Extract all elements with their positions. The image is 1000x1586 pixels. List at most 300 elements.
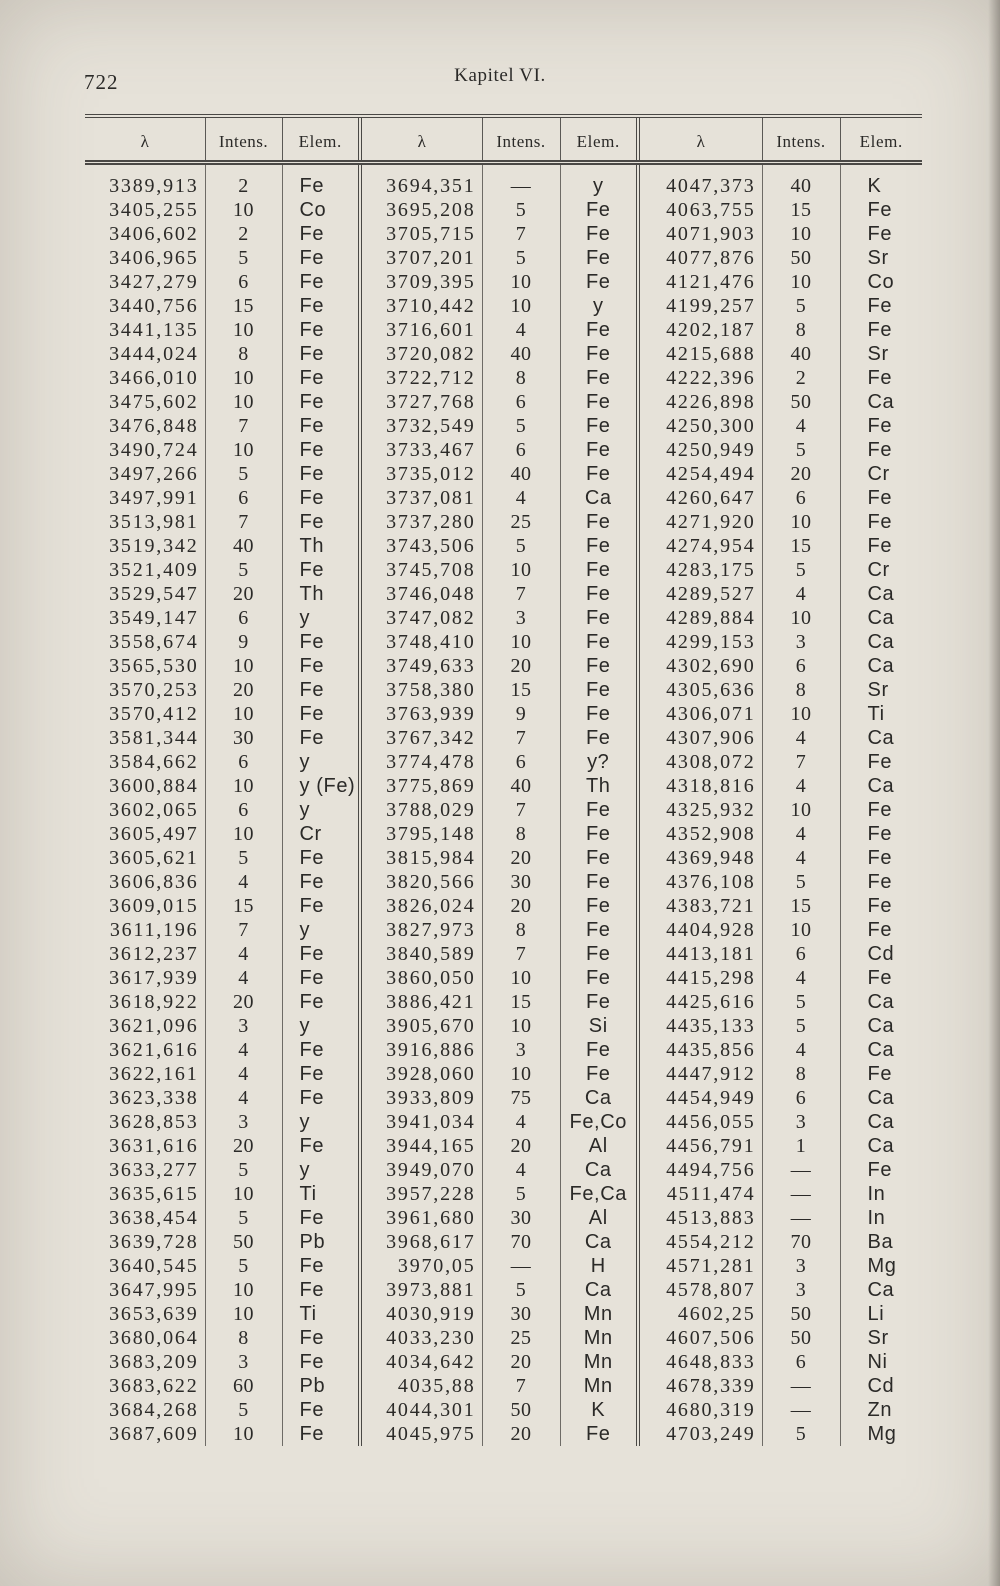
wavelength-cell: 3695,208 — [360, 198, 482, 222]
element-cell: Fe — [560, 414, 638, 438]
running-head: Kapitel VI. — [454, 65, 546, 86]
wavelength-cell: 3815,984 — [360, 846, 482, 870]
element-cell: Fe — [560, 894, 638, 918]
wavelength-cell: 4077,876 — [638, 246, 762, 270]
wavelength-cell: 4033,230 — [360, 1326, 482, 1350]
wavelength-cell: 3720,082 — [360, 342, 482, 366]
intensity-cell: 4 — [762, 582, 840, 606]
element-cell: Fe — [282, 486, 360, 510]
element-cell: Cr — [282, 822, 360, 846]
wavelength-cell: 4456,055 — [638, 1110, 762, 1134]
wavelength-cell: 4607,506 — [638, 1326, 762, 1350]
element-cell: Ca — [840, 654, 922, 678]
wavelength-cell: 4071,903 — [638, 222, 762, 246]
intensity-cell: 10 — [205, 774, 282, 798]
intensity-cell: — — [762, 1158, 840, 1182]
spectral-lines-table — [85, 114, 922, 1446]
wavelength-cell: 3746,048 — [360, 582, 482, 606]
element-cell: Fe — [840, 318, 922, 342]
wavelength-cell: 4369,948 — [638, 846, 762, 870]
intensity-cell: 60 — [205, 1374, 282, 1398]
element-cell: y — [282, 1110, 360, 1134]
element-cell: Zn — [840, 1398, 922, 1422]
element-cell: Fe — [560, 1422, 638, 1446]
intensity-cell: 8 — [482, 918, 560, 942]
wavelength-cell: 3600,884 — [109, 775, 199, 797]
wavelength-cell: 4302,690 — [638, 654, 762, 678]
intensity-cell: 7 — [762, 750, 840, 774]
element-cell: y? — [560, 750, 638, 774]
wavelength-cell: 3709,395 — [360, 270, 482, 294]
element-cell: Fe — [560, 342, 638, 366]
wavelength-header: λ — [638, 116, 762, 163]
intensity-cell: 4 — [482, 1110, 560, 1134]
intensity-cell: 7 — [482, 222, 560, 246]
intensity-cell: 20 — [205, 1134, 282, 1158]
intensity-cell: 20 — [205, 582, 282, 606]
element-cell: Fe — [282, 390, 360, 414]
element-cell: Th — [560, 774, 638, 798]
table-row — [85, 1014, 922, 1038]
intensity-cell: 4 — [482, 1158, 560, 1182]
intensity-cell: 5 — [762, 990, 840, 1014]
intensity-header: Intens. — [762, 116, 840, 163]
page-edge-shadow — [988, 0, 1000, 1586]
intensity-cell: 10 — [482, 966, 560, 990]
intensity-cell: 10 — [205, 438, 282, 462]
element-cell: K — [560, 1398, 638, 1422]
element-cell: Fe — [840, 414, 922, 438]
wavelength-cell: 3612,237 — [109, 943, 199, 965]
intensity-cell: 20 — [482, 1350, 560, 1374]
intensity-cell: 20 — [205, 990, 282, 1014]
wavelength-cell: 4202,187 — [638, 318, 762, 342]
intensity-cell: 4 — [762, 726, 840, 750]
intensity-cell: 20 — [205, 678, 282, 702]
element-cell: Th — [282, 582, 360, 606]
element-cell: Cr — [840, 558, 922, 582]
element-cell: Fe — [282, 1350, 360, 1374]
intensity-cell: 4 — [205, 966, 282, 990]
wavelength-cell: 3737,081 — [360, 486, 482, 510]
intensity-cell: 3 — [205, 1014, 282, 1038]
intensity-cell: 6 — [762, 1350, 840, 1374]
element-cell: y — [282, 918, 360, 942]
wavelength-cell: 4308,072 — [638, 750, 762, 774]
intensity-cell: 4 — [762, 1038, 840, 1062]
wavelength-cell: 3788,029 — [360, 798, 482, 822]
intensity-cell: 6 — [762, 942, 840, 966]
wavelength-cell: 3406,965 — [109, 247, 199, 269]
element-cell: Fe — [282, 654, 360, 678]
element-cell: Fe — [282, 678, 360, 702]
table-row — [85, 558, 922, 582]
intensity-cell: 15 — [762, 894, 840, 918]
intensity-cell: 2 — [205, 163, 282, 199]
table-row — [85, 606, 922, 630]
element-cell: Fe — [282, 1278, 360, 1302]
element-cell: Fe — [840, 750, 922, 774]
intensity-cell: 7 — [205, 510, 282, 534]
element-cell: Ca — [560, 1158, 638, 1182]
intensity-cell: 20 — [762, 462, 840, 486]
element-cell: Fe — [840, 534, 922, 558]
intensity-cell: 9 — [482, 702, 560, 726]
intensity-cell: 5 — [205, 1206, 282, 1230]
element-cell: Fe — [560, 678, 638, 702]
intensity-cell: 20 — [482, 846, 560, 870]
element-cell: Fe — [282, 342, 360, 366]
wavelength-cell: 4289,884 — [638, 606, 762, 630]
wavelength-cell: 4602,25 — [638, 1302, 762, 1326]
wavelength-cell: 3961,680 — [360, 1206, 482, 1230]
table-row — [85, 1374, 922, 1398]
element-cell: Fe — [282, 1062, 360, 1086]
wavelength-cell: 3441,135 — [109, 319, 199, 341]
wavelength-cell: 3775,869 — [360, 774, 482, 798]
element-cell: Sr — [840, 1326, 922, 1350]
element-cell: Cd — [840, 1374, 922, 1398]
wavelength-cell: 3406,602 — [109, 223, 199, 245]
wavelength-cell: 3905,670 — [360, 1014, 482, 1038]
element-cell: Mn — [560, 1374, 638, 1398]
table-row — [85, 510, 922, 534]
element-cell: Fe — [560, 606, 638, 630]
intensity-cell: 50 — [482, 1398, 560, 1422]
element-cell: Fe — [282, 726, 360, 750]
wavelength-cell: 3973,881 — [360, 1278, 482, 1302]
table-row — [85, 366, 922, 390]
element-cell: Fe — [282, 1326, 360, 1350]
intensity-cell: 15 — [762, 534, 840, 558]
wavelength-cell: 3427,279 — [109, 271, 199, 293]
intensity-cell: 30 — [482, 870, 560, 894]
element-cell: Si — [560, 1014, 638, 1038]
intensity-cell: 8 — [762, 1062, 840, 1086]
element-cell: Fe — [282, 1038, 360, 1062]
page-number: 722 — [84, 70, 119, 94]
wavelength-cell: 4044,301 — [360, 1398, 482, 1422]
element-cell: Ca — [840, 1134, 922, 1158]
wavelength-cell: 3684,268 — [109, 1399, 199, 1421]
intensity-cell: 5 — [762, 294, 840, 318]
intensity-cell: 5 — [482, 534, 560, 558]
table-row — [85, 894, 922, 918]
intensity-cell: 7 — [482, 1374, 560, 1398]
element-cell: Fe — [282, 1206, 360, 1230]
intensity-cell: 10 — [762, 798, 840, 822]
table-row — [85, 918, 922, 942]
table-row — [85, 1206, 922, 1230]
wavelength-cell: 3763,939 — [360, 702, 482, 726]
wavelength-cell: 3820,566 — [360, 870, 482, 894]
element-cell: Fe — [560, 222, 638, 246]
intensity-cell: 4 — [762, 846, 840, 870]
intensity-cell: 10 — [762, 606, 840, 630]
table-row — [85, 582, 922, 606]
table-row — [85, 390, 922, 414]
intensity-cell: 10 — [482, 558, 560, 582]
table-row — [85, 678, 922, 702]
table-row — [85, 798, 922, 822]
intensity-cell: 10 — [205, 1278, 282, 1302]
intensity-cell: 3 — [482, 1038, 560, 1062]
intensity-cell: 4 — [205, 870, 282, 894]
intensity-cell: 8 — [482, 822, 560, 846]
table-row — [85, 270, 922, 294]
intensity-cell: 4 — [482, 486, 560, 510]
intensity-cell: 6 — [762, 654, 840, 678]
wavelength-cell: 4554,212 — [638, 1230, 762, 1254]
table-row — [85, 726, 922, 750]
wavelength-cell: 4383,721 — [638, 894, 762, 918]
element-cell: Fe — [282, 630, 360, 654]
wavelength-cell: 3605,497 — [109, 823, 199, 845]
element-cell: Fe — [282, 990, 360, 1014]
table-row — [85, 246, 922, 270]
wavelength-cell: 3928,060 — [360, 1062, 482, 1086]
element-cell: Ca — [560, 486, 638, 510]
element-cell: Co — [282, 198, 360, 222]
wavelength-cell: 4352,908 — [638, 822, 762, 846]
intensity-cell: 7 — [482, 582, 560, 606]
element-cell: Fe — [840, 798, 922, 822]
element-cell: Ti — [282, 1302, 360, 1326]
element-cell: y — [282, 606, 360, 630]
intensity-cell: 10 — [205, 654, 282, 678]
element-cell: Fe — [560, 870, 638, 894]
element-cell: Fe — [840, 486, 922, 510]
element-cell: Fe — [282, 1086, 360, 1110]
element-cell: Sr — [840, 342, 922, 366]
table-row — [85, 198, 922, 222]
element-cell: Fe — [840, 222, 922, 246]
element-cell: Ca — [840, 1014, 922, 1038]
element-cell: Fe — [282, 870, 360, 894]
table-row — [85, 1086, 922, 1110]
wavelength-cell: 3716,601 — [360, 318, 482, 342]
intensity-cell: 4 — [482, 318, 560, 342]
element-cell: Ti — [282, 1182, 360, 1206]
element-cell: Fe — [282, 318, 360, 342]
wavelength-cell: 3602,065 — [109, 799, 199, 821]
wavelength-cell: 4318,816 — [638, 774, 762, 798]
intensity-cell: 7 — [205, 414, 282, 438]
intensity-cell: 6 — [205, 486, 282, 510]
wavelength-cell: 3444,024 — [109, 343, 199, 365]
intensity-cell: 6 — [762, 1086, 840, 1110]
element-cell: Fe — [560, 582, 638, 606]
wavelength-cell: 3795,148 — [360, 822, 482, 846]
element-cell: Ca — [840, 1086, 922, 1110]
wavelength-cell: 3722,712 — [360, 366, 482, 390]
intensity-cell: 6 — [762, 486, 840, 510]
intensity-cell: 25 — [482, 510, 560, 534]
intensity-cell: 6 — [482, 438, 560, 462]
element-cell: Fe — [560, 990, 638, 1014]
intensity-cell: 3 — [762, 1110, 840, 1134]
intensity-cell: 10 — [205, 1302, 282, 1326]
table-row — [85, 534, 922, 558]
wavelength-cell: 4376,108 — [638, 870, 762, 894]
wavelength-cell: 4307,906 — [638, 726, 762, 750]
element-cell: Fe,Co — [560, 1110, 638, 1134]
wavelength-cell: 3758,380 — [360, 678, 482, 702]
wavelength-cell: 3558,674 — [109, 631, 199, 653]
wavelength-cell: 3727,768 — [360, 390, 482, 414]
wavelength-cell: 3475,602 — [109, 391, 199, 413]
intensity-cell: 10 — [482, 1014, 560, 1038]
wavelength-cell: 3476,848 — [109, 415, 199, 437]
intensity-cell: 30 — [482, 1302, 560, 1326]
wavelength-cell: 3886,421 — [360, 990, 482, 1014]
element-cell: Fe — [840, 1062, 922, 1086]
wavelength-cell: 4511,474 — [638, 1182, 762, 1206]
wavelength-cell: 3957,228 — [360, 1182, 482, 1206]
element-cell: Ca — [840, 390, 922, 414]
element-header: Elem. — [282, 116, 360, 163]
wavelength-cell: 3640,545 — [109, 1255, 199, 1277]
wavelength-cell: 3521,409 — [109, 559, 199, 581]
intensity-cell: 25 — [482, 1326, 560, 1350]
wavelength-cell: 3609,015 — [109, 895, 199, 917]
intensity-cell: 70 — [482, 1230, 560, 1254]
wavelength-cell: 3916,886 — [360, 1038, 482, 1062]
element-cell: Fe — [282, 246, 360, 270]
wavelength-cell: 3628,853 — [109, 1111, 199, 1133]
element-cell: In — [840, 1182, 922, 1206]
intensity-cell: 10 — [205, 198, 282, 222]
intensity-cell: 15 — [762, 198, 840, 222]
wavelength-cell: 3949,070 — [360, 1158, 482, 1182]
wavelength-cell: 4047,373 — [638, 163, 762, 199]
element-cell: Mg — [840, 1254, 922, 1278]
intensity-cell: 5 — [762, 1422, 840, 1446]
element-cell: Co — [840, 270, 922, 294]
element-cell: Fe — [560, 654, 638, 678]
table-row — [85, 942, 922, 966]
table-row — [85, 222, 922, 246]
element-cell: K — [840, 163, 922, 199]
wavelength-cell: 3513,981 — [109, 511, 199, 533]
wavelength-cell: 4447,912 — [638, 1062, 762, 1086]
table-row — [85, 702, 922, 726]
table-row — [85, 750, 922, 774]
intensity-cell: 7 — [482, 798, 560, 822]
element-cell: y — [282, 798, 360, 822]
element-cell: Fe — [840, 870, 922, 894]
wavelength-cell: 4404,928 — [638, 918, 762, 942]
intensity-cell: 2 — [762, 366, 840, 390]
intensity-cell: — — [762, 1398, 840, 1422]
element-cell: Fe — [282, 966, 360, 990]
wavelength-cell: 3745,708 — [360, 558, 482, 582]
intensity-cell: 5 — [482, 1182, 560, 1206]
intensity-cell: 20 — [482, 1422, 560, 1446]
wavelength-cell: 3621,096 — [109, 1015, 199, 1037]
element-cell: y — [560, 294, 638, 318]
intensity-cell: 6 — [205, 270, 282, 294]
element-cell: Fe — [560, 510, 638, 534]
element-cell: Fe — [282, 414, 360, 438]
wavelength-cell: 3767,342 — [360, 726, 482, 750]
wavelength-cell: 4454,949 — [638, 1086, 762, 1110]
intensity-cell: 4 — [205, 1062, 282, 1086]
element-cell: Ca — [840, 630, 922, 654]
intensity-cell: — — [482, 1254, 560, 1278]
intensity-cell: 40 — [762, 342, 840, 366]
wavelength-header: λ — [360, 116, 482, 163]
element-cell: Fe — [560, 318, 638, 342]
element-cell: Fe — [840, 918, 922, 942]
intensity-cell: 5 — [482, 198, 560, 222]
intensity-cell: 4 — [762, 822, 840, 846]
intensity-cell: 50 — [762, 246, 840, 270]
element-cell: Fe — [840, 198, 922, 222]
element-cell: Fe — [282, 294, 360, 318]
intensity-cell: 40 — [762, 163, 840, 199]
intensity-cell: 5 — [482, 414, 560, 438]
element-cell: Cd — [840, 942, 922, 966]
element-cell: y — [560, 163, 638, 199]
wavelength-cell: 3639,728 — [109, 1231, 199, 1253]
table-row — [85, 1398, 922, 1422]
intensity-cell: 10 — [762, 510, 840, 534]
intensity-cell: 5 — [205, 1398, 282, 1422]
element-cell: Fe — [560, 390, 638, 414]
intensity-cell: 5 — [762, 438, 840, 462]
table-row — [85, 1110, 922, 1134]
intensity-cell: 7 — [482, 726, 560, 750]
wavelength-cell: 4413,181 — [638, 942, 762, 966]
table-row — [85, 1350, 922, 1374]
wavelength-cell: 4456,791 — [638, 1134, 762, 1158]
table-row — [85, 966, 922, 990]
wavelength-cell: 3743,506 — [360, 534, 482, 558]
element-cell: Fe — [560, 438, 638, 462]
wavelength-cell: 3617,939 — [109, 967, 199, 989]
element-cell: Ca — [560, 1230, 638, 1254]
wavelength-cell: 4045,975 — [360, 1422, 482, 1446]
intensity-cell: 6 — [482, 750, 560, 774]
intensity-cell: 10 — [482, 1062, 560, 1086]
intensity-cell: 10 — [762, 702, 840, 726]
element-cell: Fe — [282, 846, 360, 870]
element-cell: Fe — [282, 1254, 360, 1278]
intensity-cell: 20 — [482, 1134, 560, 1158]
intensity-cell: 40 — [482, 342, 560, 366]
intensity-cell: 10 — [205, 1182, 282, 1206]
element-cell: Fe — [560, 198, 638, 222]
wavelength-cell: 4222,396 — [638, 366, 762, 390]
wavelength-cell: 3405,255 — [109, 199, 199, 221]
element-cell: Fe — [560, 942, 638, 966]
element-cell: Fe — [560, 1038, 638, 1062]
intensity-cell: 5 — [482, 1278, 560, 1302]
element-cell: Fe — [282, 222, 360, 246]
intensity-cell: 1 — [762, 1134, 840, 1158]
wavelength-cell: 4271,920 — [638, 510, 762, 534]
element-cell: Ti — [840, 702, 922, 726]
element-cell: Fe — [282, 1398, 360, 1422]
intensity-cell: 3 — [762, 1254, 840, 1278]
intensity-cell: 4 — [762, 966, 840, 990]
intensity-cell: 6 — [205, 798, 282, 822]
element-cell: Fe — [840, 366, 922, 390]
element-cell: y — [282, 1014, 360, 1038]
wavelength-cell: 4034,642 — [360, 1350, 482, 1374]
element-cell: Fe — [560, 918, 638, 942]
